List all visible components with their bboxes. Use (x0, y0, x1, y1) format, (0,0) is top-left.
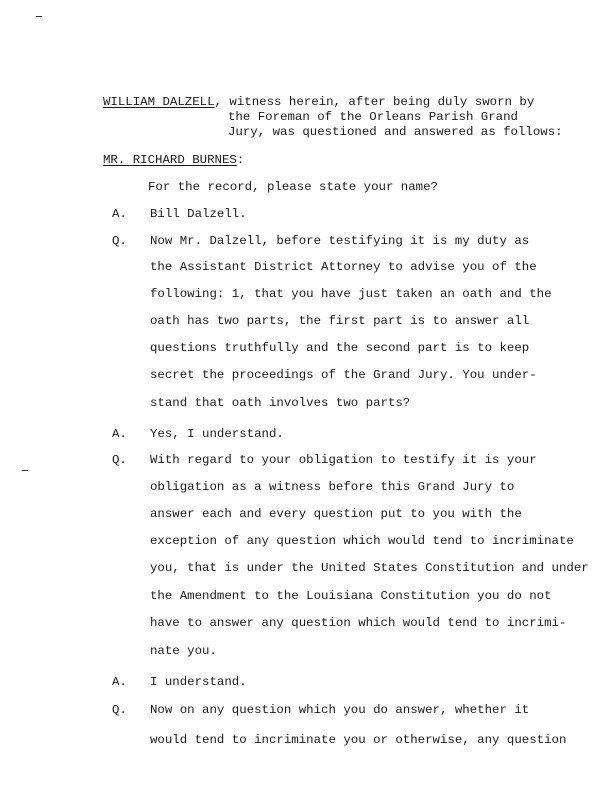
question-line: the Assistant District Attorney to advise you of the (150, 260, 537, 274)
question-line: Now on any question which you do answer, whether it (150, 703, 530, 717)
scan-mark (22, 470, 28, 471)
speaker-label: Q. (112, 703, 127, 717)
examiner-heading (103, 153, 244, 167)
question-line: nate you. (150, 644, 217, 658)
question-line: following: 1, that you have just taken an oath and the (150, 287, 552, 301)
speaker-label: Q. (112, 234, 127, 248)
speaker-label: Q. (112, 453, 127, 467)
question-line: Now Mr. Dalzell, before testifying it is my duty as (150, 234, 530, 248)
question-line: answer each and every question put to you with the (150, 507, 522, 521)
answer-line: I understand. (150, 675, 247, 689)
question-line: With regard to your obligation to testify it is your (150, 453, 537, 467)
witness-name: WILLIAM DALZELL (103, 95, 215, 109)
question-line: obligation as a witness before this Grand Jury to (150, 480, 515, 494)
intro-line-1-rest: , witness herein, after being duly sworn by (214, 95, 535, 109)
intro-line-1 (103, 95, 534, 109)
question-line: the Amendment to the Louisiana Constitution you do not (150, 589, 552, 603)
question-line: exception of any question which would tend to incriminate (150, 534, 574, 548)
q-intro-line: For the record, please state your name? (148, 180, 438, 194)
question-line: secret the proceedings of the Grand Jury. You under- (150, 368, 537, 382)
question-line: have to answer any question which would tend to incrimi- (150, 616, 567, 630)
question-line: would tend to incriminate you or otherwise, any question (150, 733, 567, 747)
question-line: questions truthfully and the second part is to keep (150, 341, 530, 355)
answer-line: Bill Dalzell. (150, 207, 247, 221)
examiner-name: MR. RICHARD BURNES (103, 153, 237, 167)
question-line: you, that is under the United States Constitution and under (150, 561, 589, 575)
speaker-label: A. (112, 207, 127, 221)
speaker-label: A. (112, 675, 127, 689)
scan-mark (36, 16, 42, 17)
answer-line: Yes, I understand. (150, 427, 284, 441)
examiner-colon: : (236, 153, 245, 167)
intro-line-2: the Foreman of the Orleans Parish Grand (228, 110, 518, 124)
speaker-label: A. (112, 427, 127, 441)
question-line: oath has two parts, the first part is to answer all (150, 314, 530, 328)
intro-line-3: Jury, was questioned and answered as follows: (228, 125, 563, 139)
question-line: stand that oath involves two parts? (150, 396, 411, 410)
